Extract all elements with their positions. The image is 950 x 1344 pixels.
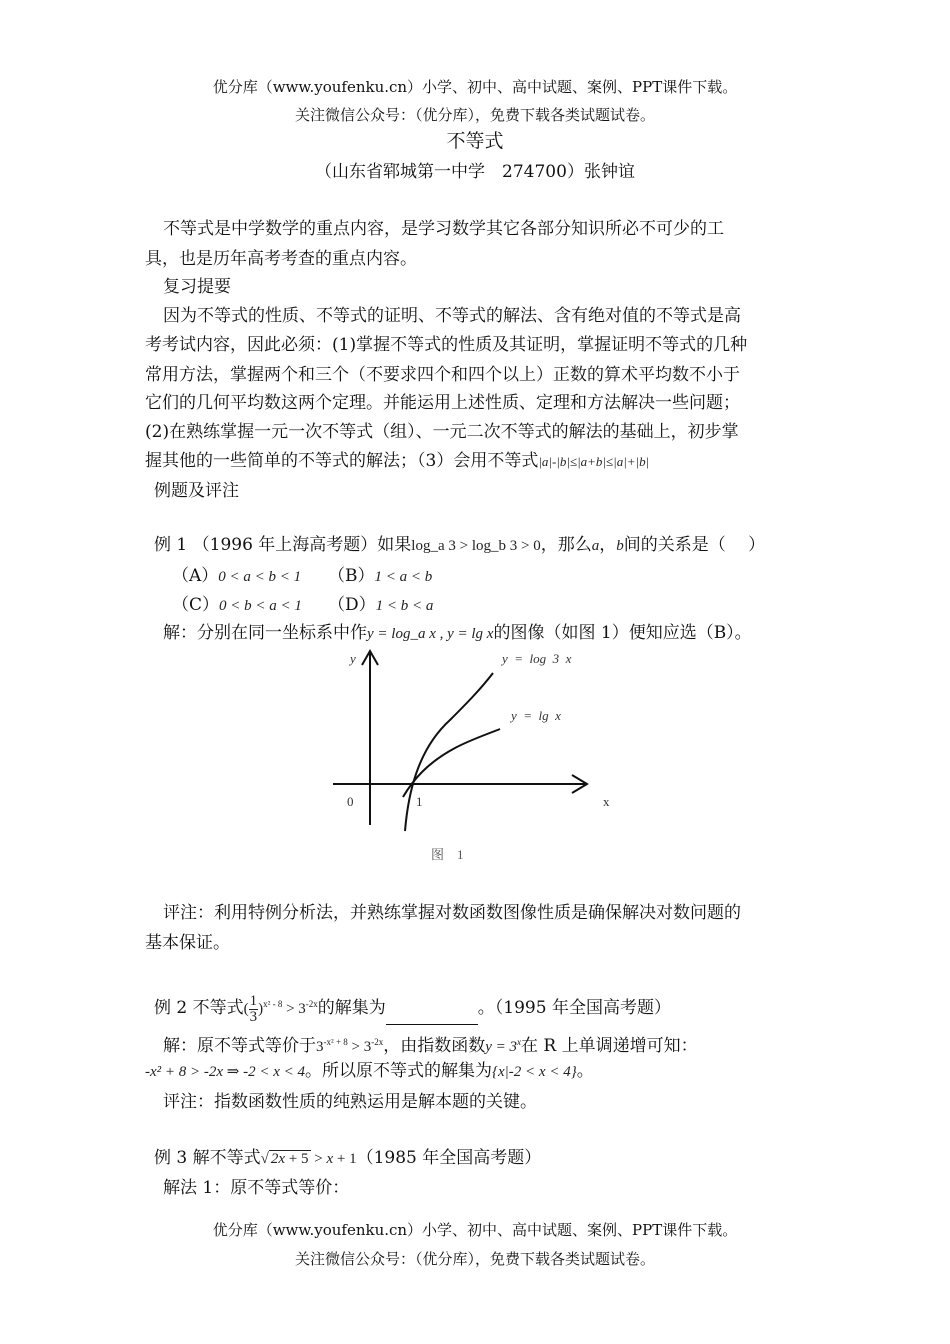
- intro-paragraph-2-line-5: (2)在熟练掌握一元一次不等式（组）、一元二次不等式的解法的基础上，初步掌: [145, 422, 739, 442]
- origin-label: 0: [347, 794, 354, 809]
- example-1-stem-a: 例 1 （1996 年上海高考题）如果: [154, 535, 412, 555]
- example-1-condition: log_a 3 > log_b 3 > 0: [411, 538, 541, 554]
- option-b: 1 < a < b: [374, 569, 433, 585]
- intro-line-6-text: 握其他的一些简单的不等式的解法；（3）会用不等式: [145, 451, 539, 471]
- figure-1-graph: [325, 645, 625, 875]
- example-1-stem-b: ，那么: [540, 535, 592, 555]
- figure-caption: 图 1: [431, 847, 464, 862]
- y-axis-label: y: [350, 651, 356, 666]
- footer-line-1: 优分库（www.youfenku.cn）小学、初中、高中试题、案例、PPT课件下载。: [212, 1221, 738, 1239]
- example-1-solution-b: 的图像（如图 1）便知应选（B）。: [493, 623, 752, 643]
- example-1-option-b: [328, 565, 432, 588]
- example-3-stem-b: （1985 年全国高考题）: [356, 1148, 542, 1168]
- example-1-solution: [163, 622, 752, 645]
- examples-heading: 例题及评注: [154, 481, 239, 501]
- example-2-solution-c: 在 R 上单调递增可知：: [521, 1036, 698, 1056]
- example-1-functions: y = log_a x , y = lg x: [367, 626, 494, 642]
- header-line-2: 关注微信公众号：（优分库），免费下载各类试题试卷。: [294, 106, 655, 124]
- intro-paragraph-2-line-4: 它们的几何平均数这两个定理。并能运用上述性质、定理和方法解决一些问题；: [145, 393, 740, 413]
- example-2-derivation: -x² + 8 > -2x ⇒ -2 < x < 4: [145, 1064, 306, 1080]
- intro-paragraph-2-line-3: 常用方法，掌握两个和三个（不要求四个和四个以上）正数的算术平均数不小于: [145, 365, 740, 385]
- intro-paragraph-2-line-1: 因为不等式的性质、不等式的证明、不等式的解法、含有绝对值的不等式是高: [163, 306, 741, 326]
- review-heading: 复习提要: [163, 277, 231, 297]
- example-2-equivalent: $3^{-x^2 + 8} > 3^{-2x}$: [316, 1037, 384, 1055]
- option-a: 0 < a < b < 1: [218, 569, 302, 585]
- option-c: 0 < b < a < 1: [219, 598, 302, 614]
- example-3-solution-1: 解法 1：原不等式等价：: [163, 1178, 350, 1198]
- page-title: 不等式: [446, 130, 504, 152]
- example-1-solution-a: 解：分别在同一坐标系中作: [163, 623, 367, 643]
- example-2-comment: 评注：指数函数性质的纯熟运用是解本题的关键。: [163, 1092, 537, 1112]
- option-b-label: （B）: [328, 566, 375, 586]
- example-2-stem-a: 例 2 不等式: [154, 998, 244, 1018]
- example-3-inequality: √ 2x + 5 > x + 1: [260, 1151, 357, 1167]
- example-1-var-a: a: [591, 538, 600, 554]
- example-1-options-row-1: [172, 565, 301, 588]
- intro-paragraph-2-line-6: [145, 450, 649, 473]
- example-1-stem: 例 1 （1996 年上海高考题）如果log_a 3 > log_b 3 > 0，那么a，b间的关系是（ ）: [154, 535, 766, 555]
- example-2-stem: [154, 993, 671, 1026]
- exponential-function: $y = 3^x$: [485, 1037, 522, 1055]
- answer-blank: [386, 1008, 478, 1025]
- example-2-solution-end: 。: [576, 1061, 594, 1081]
- curve-log3-label: y = log 3 x: [502, 651, 572, 666]
- example-3-stem: [154, 1147, 541, 1170]
- option-d: 1 < b < a: [375, 598, 434, 614]
- example-1-stem-c: 间的关系是（ ）: [623, 535, 766, 555]
- example-2-inequality: ( $\frac{1}{3}$ )$^{x^2 - 8} > 3^{-2x}$: [243, 993, 318, 1026]
- solution-set: {x|-2 < x < 4}: [492, 1064, 577, 1080]
- example-1-option-d: [328, 594, 433, 617]
- option-d-label: （D）: [328, 595, 376, 615]
- intro-paragraph-1-line-2: 具，也是历年高考考查的重点内容。: [145, 249, 417, 269]
- example-3-stem-a: 例 3 解不等式: [154, 1148, 261, 1168]
- author-line: （山东省郓城第一中学 274700）张钟谊: [315, 162, 635, 182]
- example-2-stem-b: 的解集为: [317, 998, 386, 1018]
- x-axis-label: x: [603, 794, 610, 809]
- intro-paragraph-1-line-1: 不等式是中学数学的重点内容，是学习数学其它各部分知识所必不可少的工: [163, 219, 724, 239]
- header-line-1: 优分库（www.youfenku.cn）小学、初中、高中试题、案例、PPT课件下载。: [212, 78, 738, 96]
- intro-paragraph-2-line-2: 考考试内容，因此必须：(1)掌握不等式的性质及其证明，掌握证明不等式的几种: [145, 335, 748, 355]
- one-label: 1: [416, 794, 423, 809]
- option-a-label: （A）: [172, 566, 219, 586]
- example-2-solution-b: ，由指数函数: [383, 1036, 486, 1056]
- curve-lg-label: y = lg x: [511, 708, 561, 723]
- example-2-solution-line-2: [145, 1060, 594, 1083]
- option-c-label: （C）: [172, 595, 220, 615]
- example-1-comment-line-1: 评注：利用特例分析法，并熟练掌握对数函数图像性质是确保解决对数问题的: [163, 903, 741, 923]
- example-2-solution-a: 解：原不等式等价于: [163, 1036, 316, 1056]
- example-2-stem-c: 。（1995 年全国高考题）: [477, 998, 671, 1018]
- footer-line-2: 关注微信公众号：（优分库），免费下载各类试题试卷。: [294, 1250, 655, 1268]
- example-2-solution-d: 。所以原不等式的解集为: [305, 1061, 493, 1081]
- example-2-solution-line-1: [163, 1031, 698, 1058]
- curve-lg: [403, 729, 500, 797]
- example-1-var-b: b: [616, 538, 624, 554]
- example-1-options-row-2: [172, 594, 302, 617]
- absolute-value-inequality: |a|-|b|≤|a+b|≤|a|+|b|: [538, 454, 650, 469]
- example-1-comment-line-2: 基本保证。: [145, 933, 230, 953]
- fraction-one-third: $\frac{1}{3}$: [249, 993, 258, 1026]
